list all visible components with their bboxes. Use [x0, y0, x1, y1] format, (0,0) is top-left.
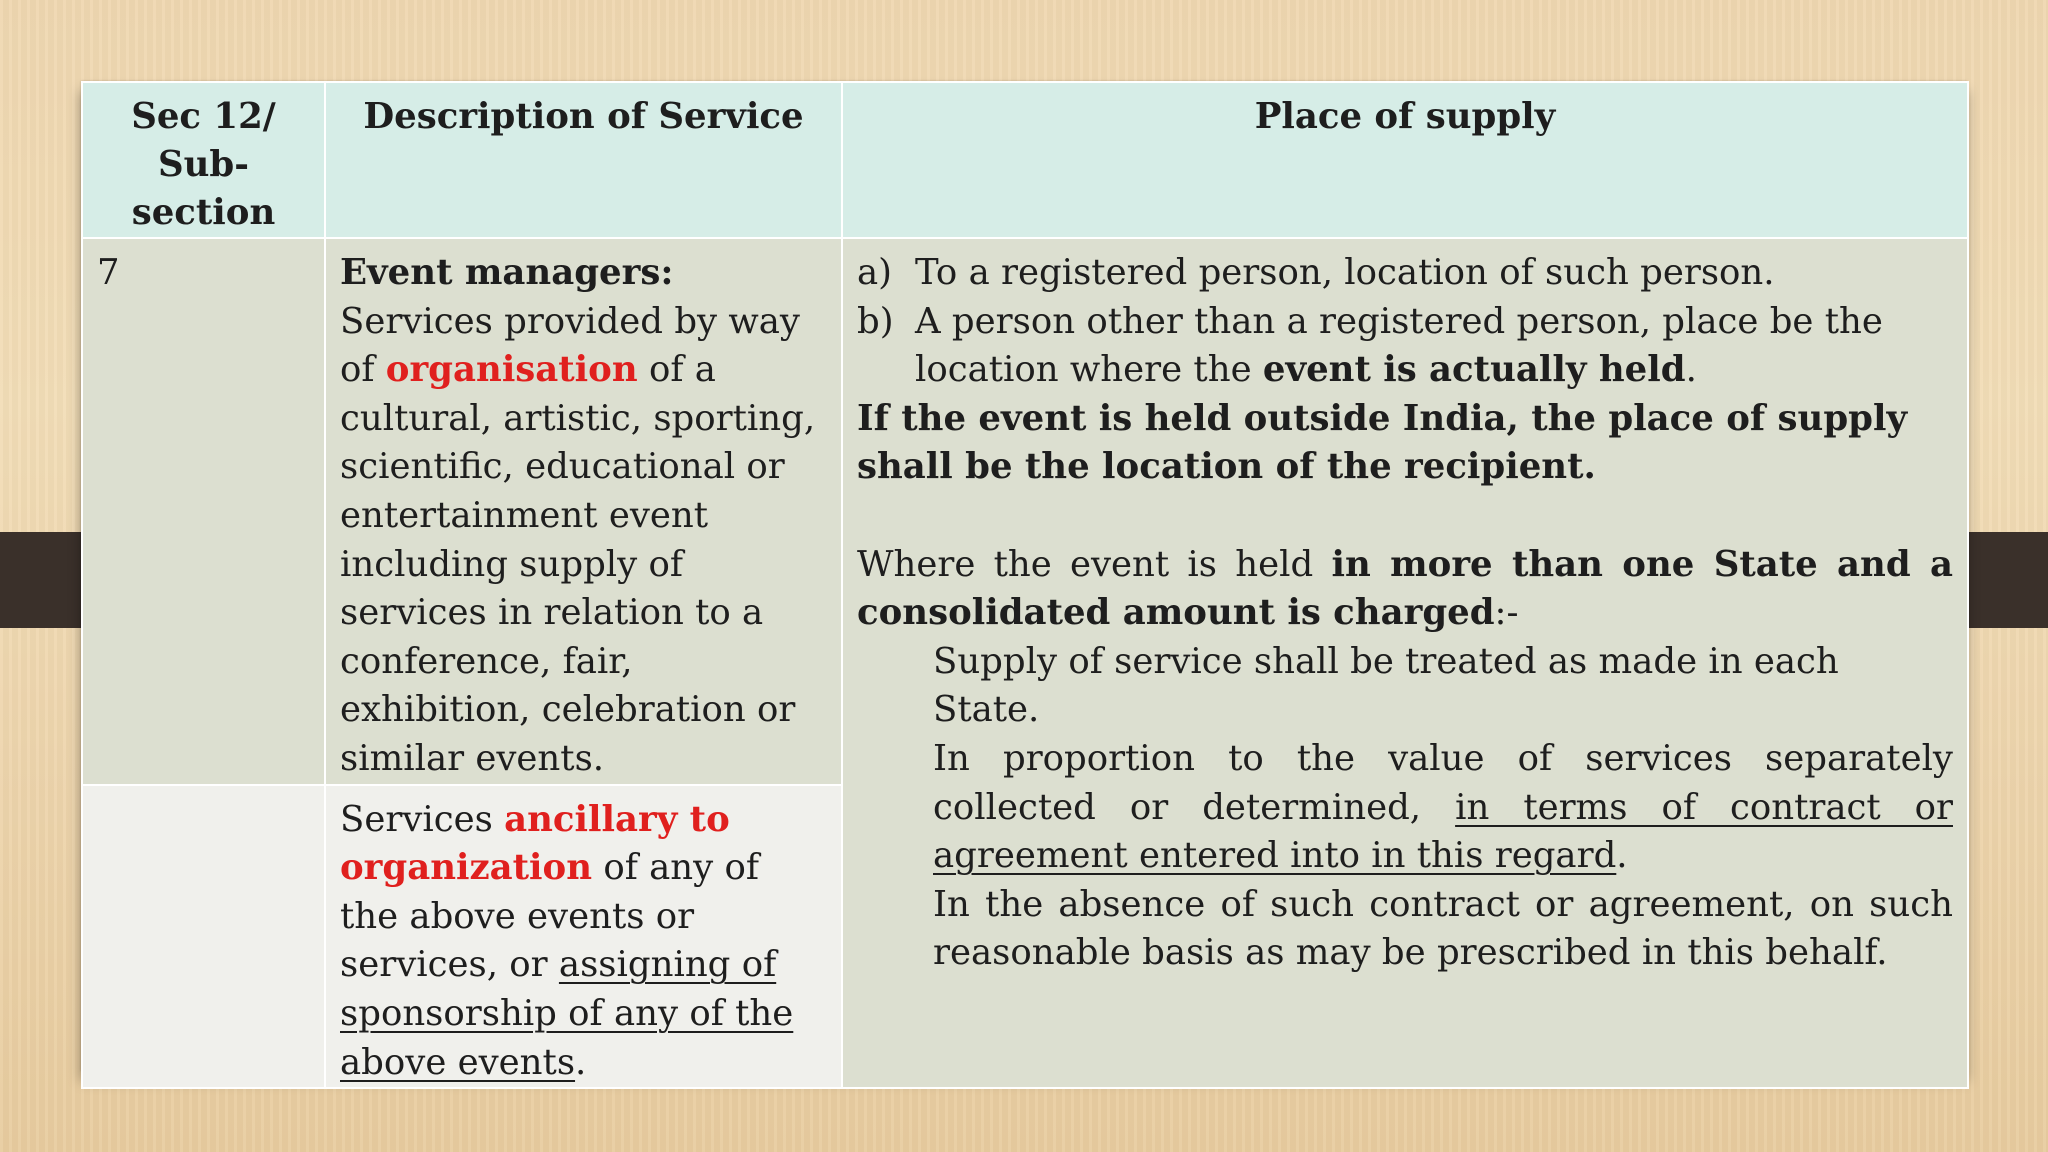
consolidated-tail: :- — [1494, 592, 1519, 634]
proportion-clause — [857, 735, 1953, 881]
header-section — [82, 82, 325, 238]
left-dark-band — [0, 532, 84, 628]
proportion-underlined: in terms of contract or agreement entered into in this regard — [933, 786, 1953, 877]
supply-each-state: Supply of service shall be treated as made in each State. — [933, 640, 1839, 731]
description-event-managers — [325, 238, 842, 785]
where-plain: Where the event is held — [857, 543, 1332, 585]
place-of-supply-cell — [842, 238, 1968, 1088]
item-b-text1: A person other than a registered person, place be the location where the — [915, 300, 1883, 391]
desc2-text1: Services — [340, 798, 505, 840]
desc2-highlight: ancillary to organization — [340, 798, 730, 889]
proportion-end: . — [1616, 835, 1628, 877]
supply-table — [81, 81, 1969, 1089]
marker-b: b) — [857, 300, 894, 342]
header-description: Description of Service — [325, 82, 842, 238]
list-item-b — [857, 298, 1953, 395]
empty-section-cell — [82, 785, 325, 1089]
marker-a: a) — [857, 252, 893, 293]
absence-clause: In the absence of such contract or agreement, on such reasonable basis as may be prescribed in this behalf. — [933, 883, 1953, 974]
header-row — [82, 82, 1968, 238]
table-row — [82, 238, 1968, 785]
list-item-a — [857, 249, 1953, 298]
item-b-text — [915, 298, 1953, 395]
slide-card — [81, 81, 1967, 1083]
outside-india-note: If the event is held outside India, the place of supply shall be the location of the recipient. — [857, 397, 1908, 488]
section-number: 7 — [82, 238, 325, 785]
item-a-text: To a registered person, location of such person. — [915, 252, 1775, 293]
header-section-line2: Sub-section — [131, 144, 276, 233]
spacer — [857, 492, 1953, 541]
desc2-text2: of any of the above events or services, or — [340, 847, 760, 986]
desc2-end: . — [575, 1041, 587, 1083]
right-dark-band — [1960, 532, 2048, 628]
desc1-text2: of a cultural, artistic, sporting, scientific, educational or entertainment event including supply of services in relation to a conference, fair, exhibition, celebration or similar events. — [340, 349, 816, 779]
proportion-text: In proportion to the value of services separately collected or determined, — [933, 737, 1953, 828]
where-bold: in more than one State and a — [1331, 543, 1953, 585]
desc1-highlight: organisation — [385, 349, 638, 391]
desc2-underlined: assigning of sponsorship of any of the above events — [340, 944, 794, 1083]
item-b-bold: event is actually held — [1262, 349, 1686, 391]
where-line-1 — [857, 541, 1953, 590]
header-section-line1: Sec 12/ — [131, 96, 276, 137]
consolidated-bold: consolidated amount is charged — [857, 592, 1495, 634]
where-line-2 — [857, 589, 1953, 638]
event-managers-label: Event managers: — [340, 252, 674, 293]
description-ancillary — [325, 785, 842, 1089]
header-place-of-supply: Place of supply — [842, 82, 1968, 238]
desc1-text1: Services provided by way of — [340, 300, 800, 391]
item-b-text2: . — [1685, 349, 1697, 391]
